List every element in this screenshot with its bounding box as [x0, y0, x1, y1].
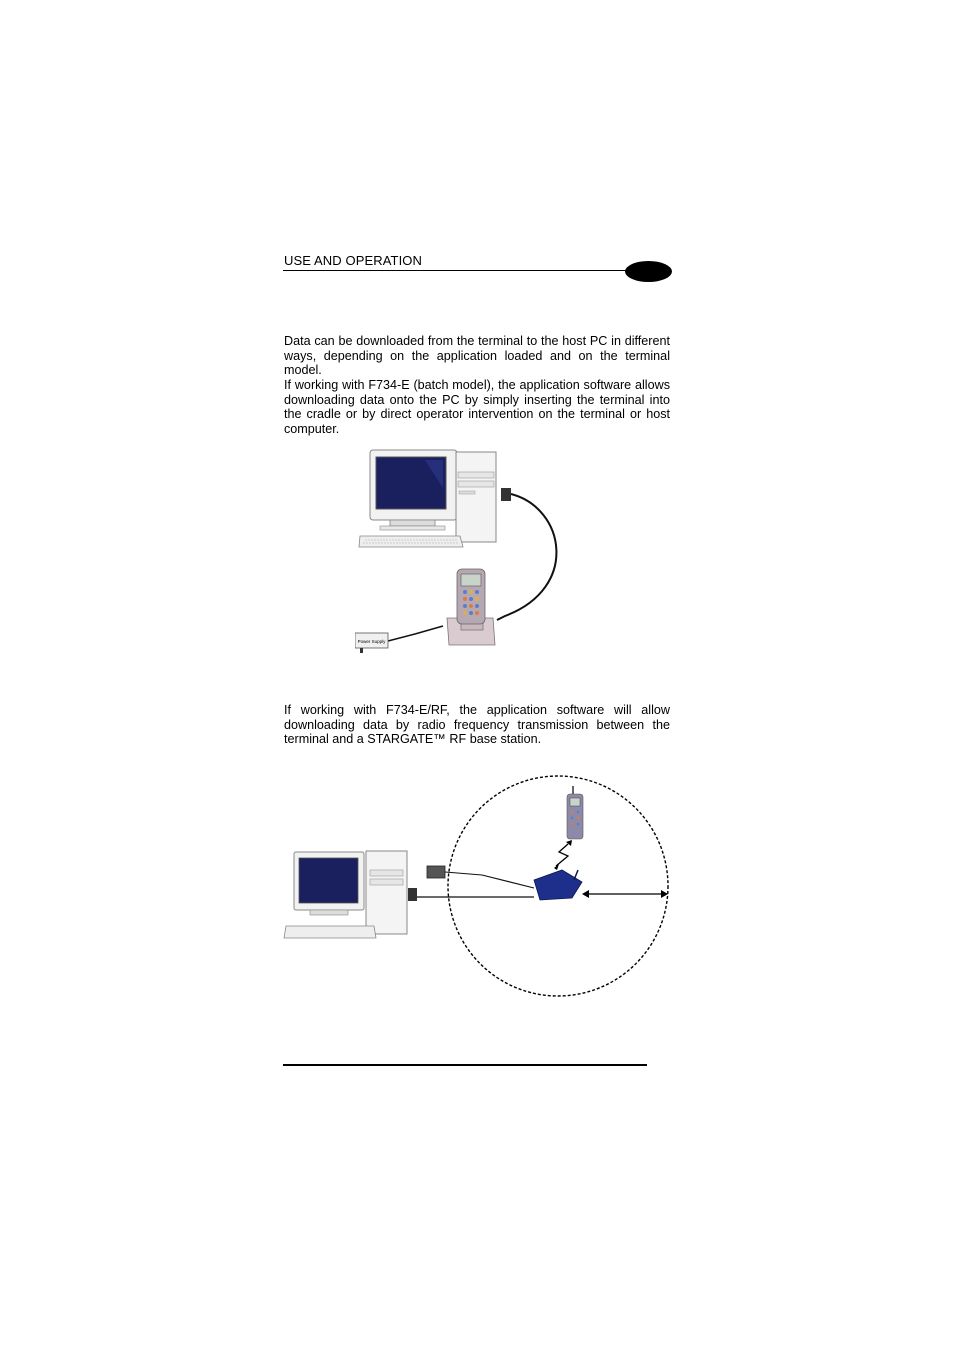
chapter-tab	[625, 261, 672, 282]
keyboard-illustration	[359, 536, 463, 547]
figure-rf-network	[282, 772, 674, 1002]
keyboard-illustration	[284, 926, 376, 938]
arrow-head-left	[582, 890, 589, 898]
cable	[497, 494, 556, 620]
power-supply-illustration	[427, 866, 445, 878]
terminal-illustration	[457, 569, 485, 624]
serial-connector	[501, 488, 511, 501]
footer-rule	[283, 1064, 647, 1066]
monitor-illustration	[294, 852, 364, 915]
paragraph-batch: If working with F734-E (batch model), the application software allows downloading data onto the PC by simply inserting the terminal into the cradle or by direct operator intervention on the terminal or host computer.	[284, 378, 670, 437]
tower-illustration	[456, 452, 496, 542]
radio-link-icon	[556, 844, 568, 866]
header-rule	[283, 270, 628, 271]
serial-connector	[408, 888, 417, 901]
terminal-illustration	[567, 786, 583, 839]
power-supply-label: Power Supply	[357, 639, 386, 644]
figure-pc-cradle	[355, 448, 570, 663]
paragraph-intro: Data can be downloaded from the terminal to the host PC in different ways, depending on the application loaded and on the terminal model.	[284, 334, 670, 378]
tower-illustration	[366, 851, 407, 934]
section-header: USE AND OPERATION	[284, 253, 422, 268]
power-cable	[388, 626, 443, 641]
base-station-illustration	[534, 870, 582, 900]
paragraph-rf: If working with F734-E/RF, the application software will allow downloading data by radio frequency transmission between the terminal and a STARGATE™ RF base station.	[284, 703, 670, 747]
power-supply-illustration	[355, 633, 388, 653]
power-cable	[445, 872, 534, 888]
monitor-illustration	[370, 450, 457, 530]
